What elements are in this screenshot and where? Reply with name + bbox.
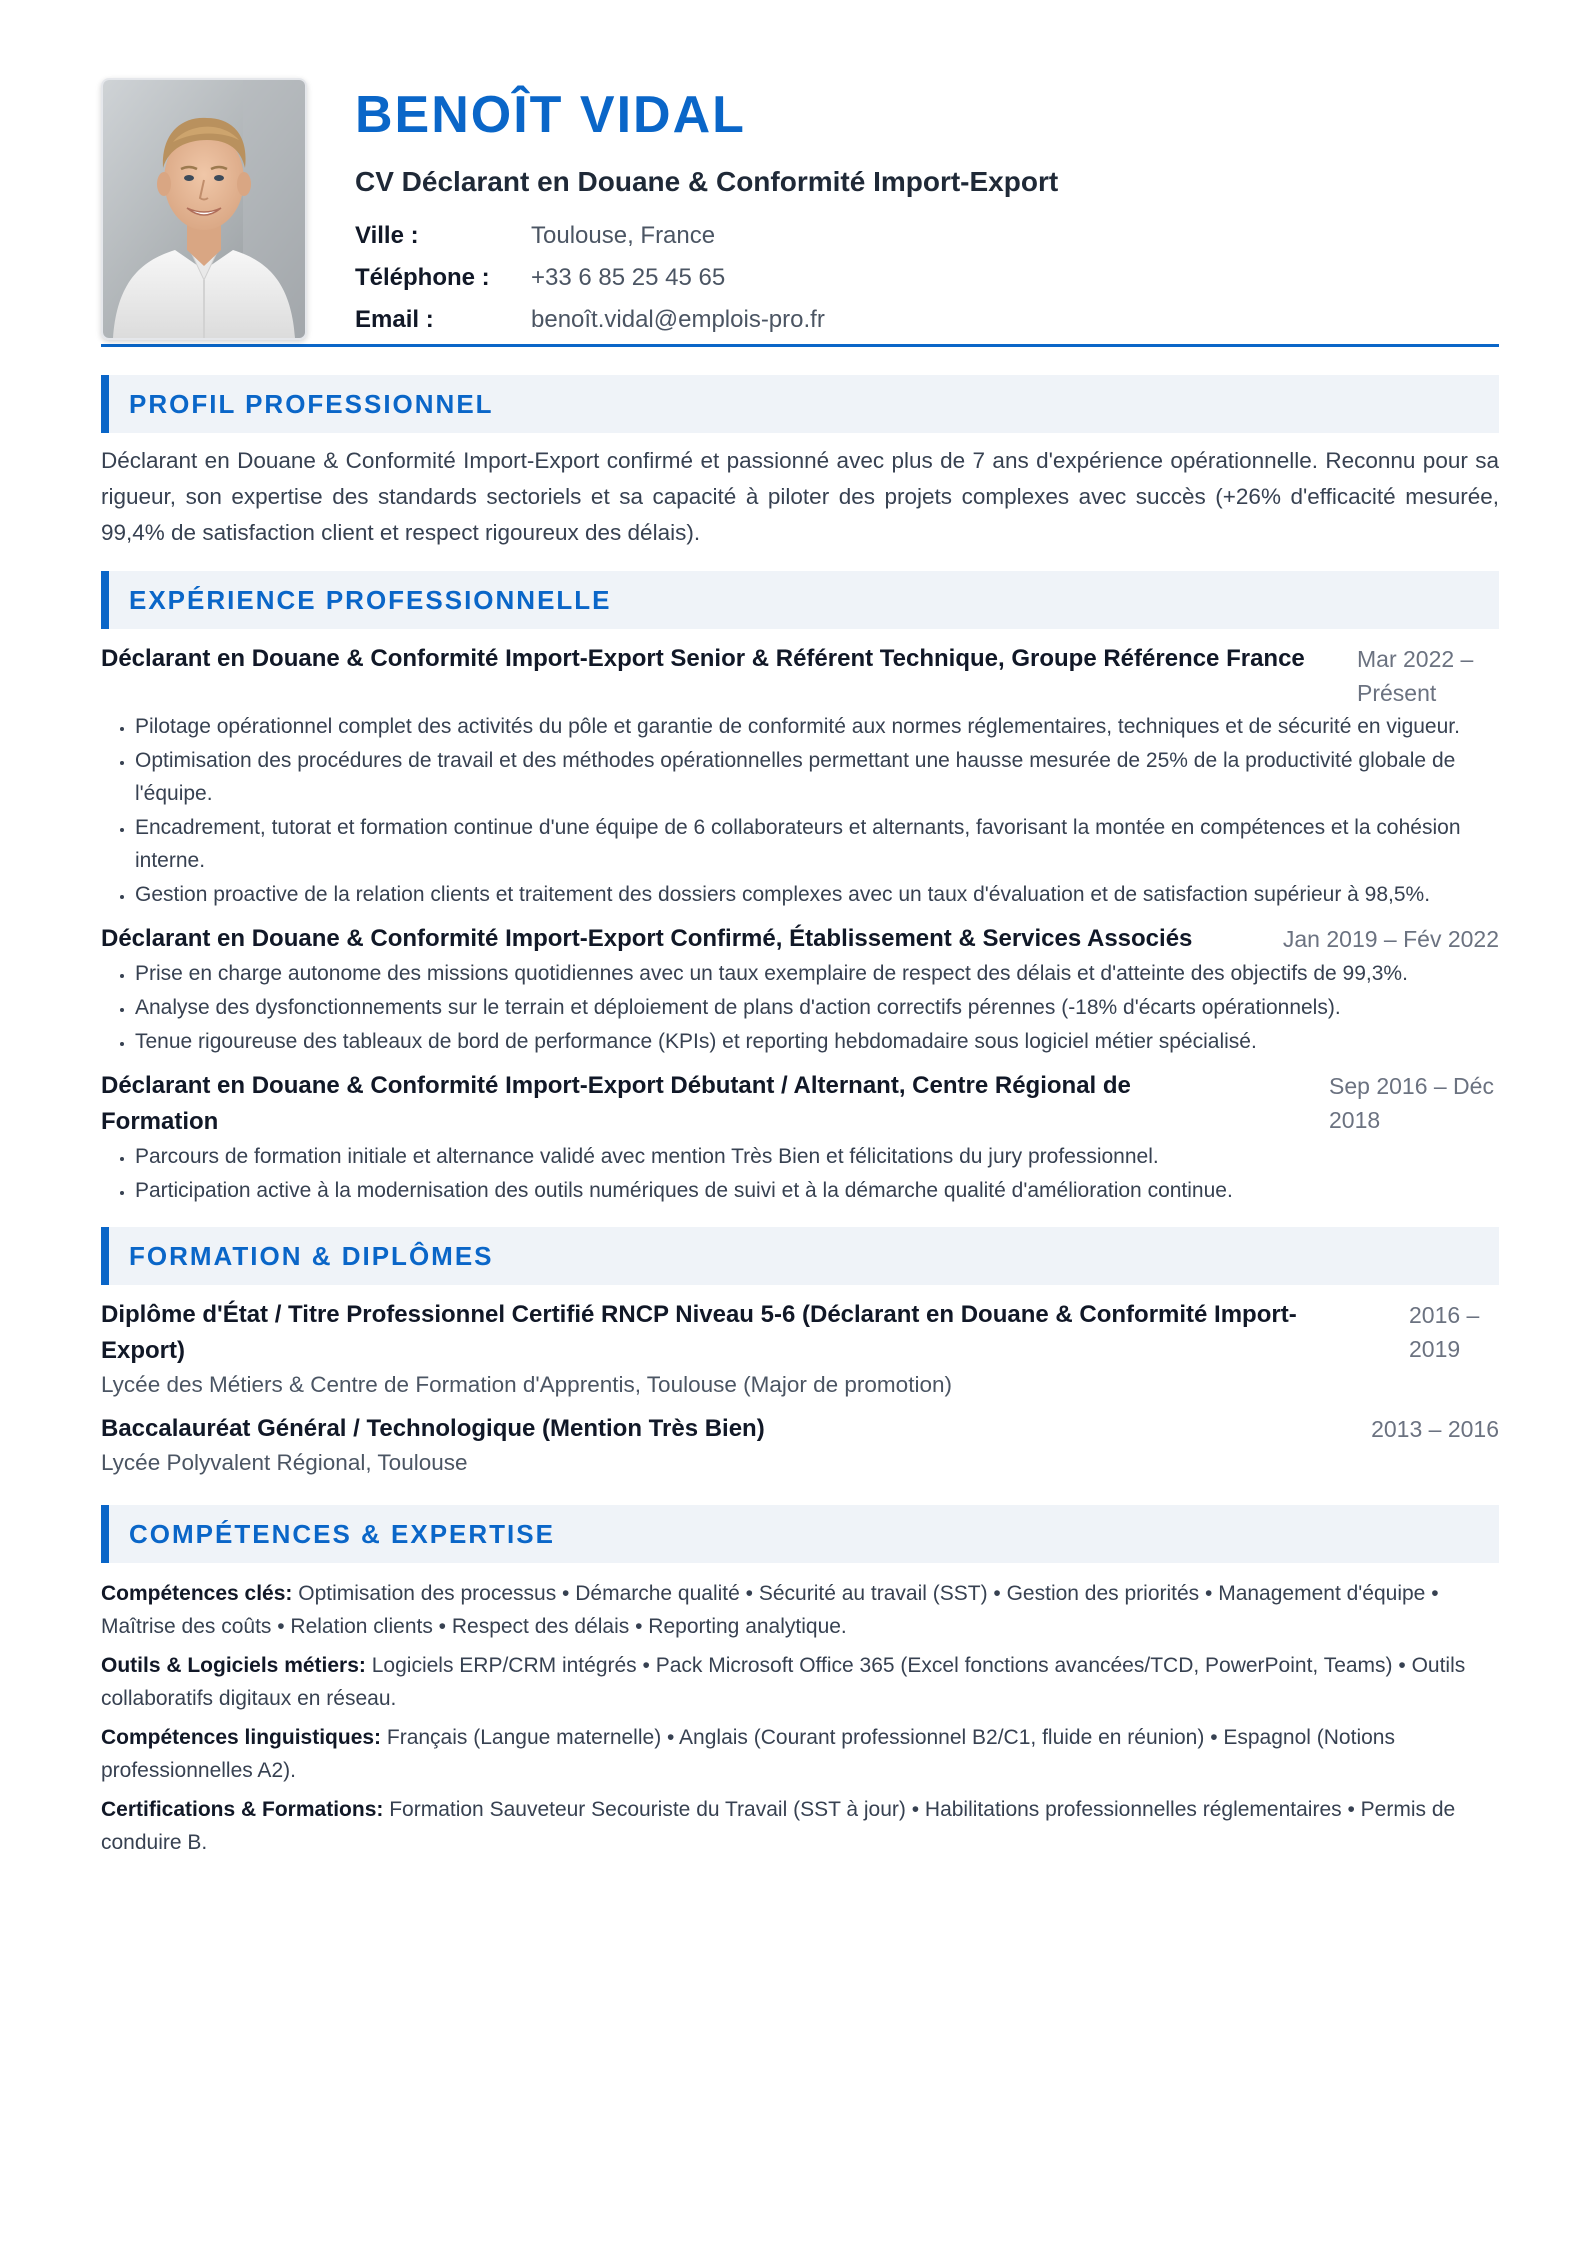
section-title-skills: COMPÉTENCES & EXPERTISE [101,1505,1499,1563]
contact-label: Téléphone : [355,264,490,291]
skill-text: Logiciels ERP/CRM intégrés • Pack Microsoft Office 365 (Excel fonctions avancées/TCD, PowerPoint, Teams) • Outils collaboratifs digitaux en réseau. [101,1654,1466,1710]
entry-header [101,1068,1499,1140]
skill-label: Outils & Logiciels métiers: [101,1654,366,1677]
degree-date: 2013 – 2016 [1371,1416,1499,1442]
job-date: Jan 2019 – Fév 2022 [1282,926,1499,952]
entry-header [101,641,1499,710]
job-bullets [101,710,1499,911]
header-divider [101,344,1499,347]
job-title: Déclarant en Douane & Conformité Import-Export Débutant / Alternant, Centre Régional de Formation [101,1072,1131,1135]
contact-label: Email : [355,306,434,333]
entry-header [101,1411,1499,1447]
job-date: Sep 2016 – Déc 2018 [1329,1073,1494,1133]
degree-title: Diplôme d'État / Titre Professionnel Certifié RNCP Niveau 5-6 (Déclarant en Douane & Conformité Import-Export) [101,1301,1297,1364]
profile-photo [101,78,307,340]
education-entry [101,1411,1499,1479]
skill-item [101,1793,1499,1859]
contact-list [355,215,1058,341]
candidate-name: BENOÎT VIDAL [355,86,746,144]
degree-date: 2016 – 2019 [1409,1302,1480,1362]
skill-label: Compétences clés: [101,1582,293,1605]
skill-text: Optimisation des processus • Démarche qualité • Sécurité au travail (SST) • Gestion des priorités • Management d'équipe • Maîtrise des coûts • Relation clients • Respect des délais • Reporting analytique. [101,1582,1439,1638]
section-title-education: FORMATION & DIPLÔMES [101,1227,1499,1285]
resume-subtitle: CV Déclarant en Douane & Conformité Import-Export [355,166,1059,197]
section-title-experience: EXPÉRIENCE PROFESSIONNELLE [101,571,1499,629]
experience-entry [101,641,1499,911]
list-item: • Pilotage opérationnel complet des activités du pôle et garantie de conformité aux normes réglementaires, techniques et de sécurité en vigueur. [135,710,1499,743]
job-title: Déclarant en Douane & Conformité Import-Export Confirmé, Établissement & Services Associés [101,925,1193,952]
resume-header [101,78,1499,342]
skill-text: Formation Sauveteur Secouriste du Travail (SST à jour) • Habilitations professionnelles réglementaires • Permis de conduire B. [101,1798,1456,1854]
resume-content [101,78,1499,1865]
skills-list [101,1577,1499,1859]
job-bullets [101,1140,1499,1207]
school-name: Lycée Polyvalent Régional, Toulouse [101,1450,468,1475]
contact-row-email [355,299,1058,341]
list-item: • Analyse des dysfonctionnements sur le terrain et déploiement de plans d'action correctifs pérennes (-18% d'écarts opérationnels). [135,991,1499,1024]
list-item: • Prise en charge autonome des missions quotidiennes avec un taux exemplaire de respect des délais et d'atteinte des objectifs de 99,3%. [135,957,1499,990]
section-title-profile: PROFIL PROFESSIONNEL [101,375,1499,433]
skill-item [101,1649,1499,1715]
job-bullets [101,957,1499,1058]
list-item: • Tenue rigoureuse des tableaux de bord de performance (KPIs) et reporting hebdomadaire sous logiciel métier spécialisé. [135,1025,1499,1058]
school-name: Lycée des Métiers & Centre de Formation d'Apprentis, Toulouse (Major de promotion) [101,1372,952,1397]
list-item: • Optimisation des procédures de travail et des méthodes opérationnelles permettant une hausse mesurée de 25% de la productivité globale de l'équipe. [135,744,1499,810]
entry-header [101,1297,1499,1369]
contact-value[interactable]: +33 6 85 25 45 65 [531,264,726,291]
contact-value: Toulouse, France [531,222,716,249]
list-item: • Participation active à la modernisation des outils numériques de suivi et à la démarche qualité d'amélioration continue. [135,1174,1499,1207]
degree-title: Baccalauréat Général / Technologique (Mention Très Bien) [101,1415,765,1442]
list-item: • Gestion proactive de la relation clients et traitement des dossiers complexes avec un taux d'évaluation et de satisfaction supérieur à 98,5%. [135,878,1499,911]
list-item: • Parcours de formation initiale et alternance validé avec mention Très Bien et félicitations du jury professionnel. [135,1140,1499,1173]
skill-text: Français (Langue maternelle) • Anglais (Courant professionnel B2/C1, fluide en réunion) • Espagnol (Notions professionnelles A2). [101,1726,1395,1782]
job-date: Mar 2022 – Présent [1357,646,1474,706]
list-item: • Encadrement, tutorat et formation continue d'une équipe de 6 collaborateurs et alternants, favorisant la montée en compétences et la cohésion interne. [135,811,1499,877]
skill-label: Certifications & Formations: [101,1798,384,1821]
contact-value[interactable]: benoît.vidal@emplois-pro.fr [531,306,825,333]
contact-label: Ville : [355,222,419,249]
education-entry [101,1297,1499,1401]
profile-summary: Déclarant en Douane & Conformité Import-Export confirmé et passionné avec plus de 7 ans d'expérience opérationnelle. Reconnu pour sa rigueur, son expertise des standards sectoriels et sa capacité à piloter des projets complexes avec succès (+26% d'efficacité mesurée, 99,4% de satisfaction client et respect rigoureux des délais). [101,448,1499,545]
job-title: Déclarant en Douane & Conformité Import-Export Senior & Référent Technique, Groupe Référence France [101,645,1305,672]
skill-label: Compétences linguistiques: [101,1726,382,1749]
skill-item [101,1577,1499,1643]
experience-entry [101,1068,1499,1207]
contact-row-city [355,215,1058,257]
header-info [355,78,1058,341]
experience-entry [101,921,1499,1058]
contact-row-phone [355,257,1058,299]
skill-item [101,1721,1499,1787]
entry-header [101,921,1499,957]
